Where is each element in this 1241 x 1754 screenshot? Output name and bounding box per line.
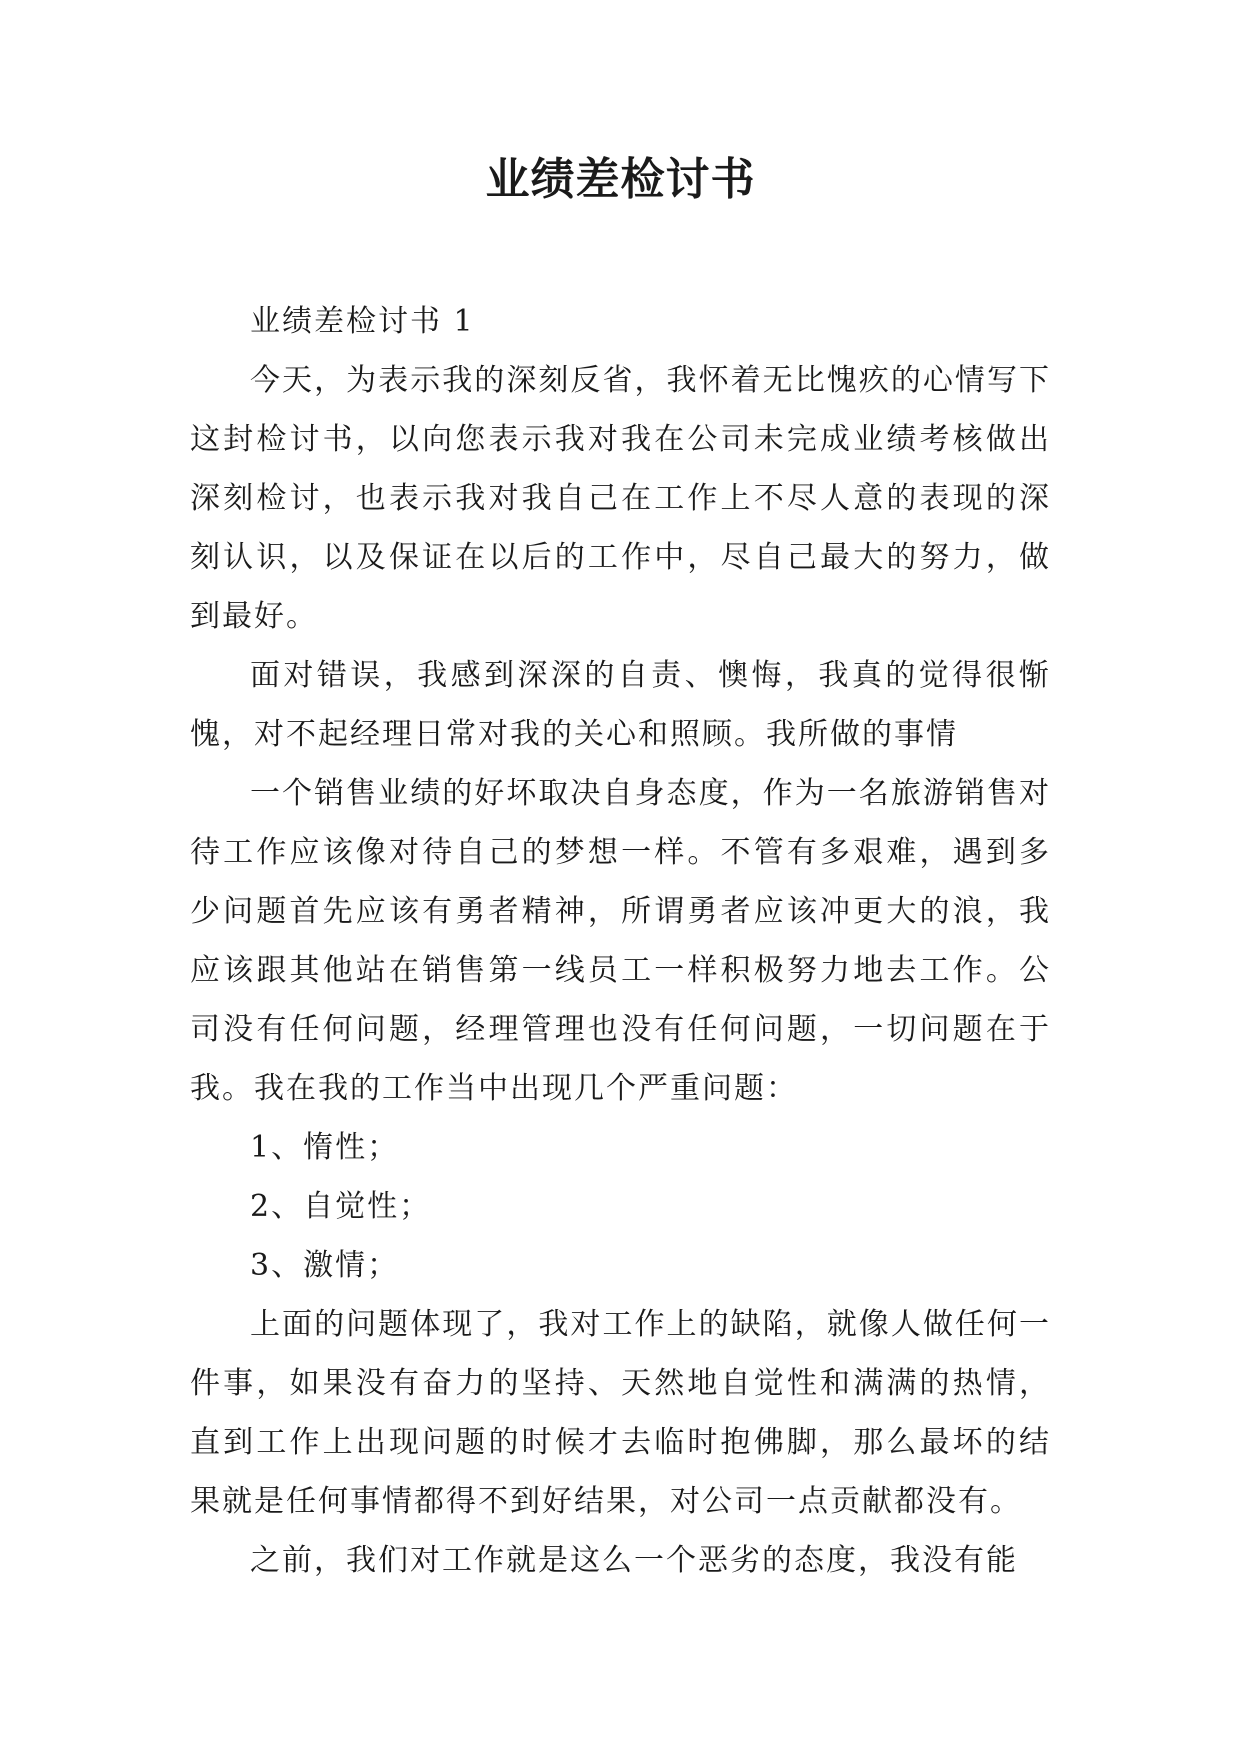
paragraph-regret: 面对错误，我感到深深的自责、懊悔，我真的觉得很惭愧，对不起经理日常对我的关心和照顾。我所做的事情	[190, 658, 1051, 752]
list-item-2: 2、自觉性；	[250, 1189, 432, 1224]
list-item-3: 3、激情；	[250, 1248, 400, 1283]
document-title: 业绩差检讨书	[485, 154, 756, 205]
document-body	[190, 292, 1051, 1590]
paragraph-attitude: 一个销售业绩的好坏取决自身态度，作为一名旅游销售对待工作应该像对待自己的梦想一样。不管有多艰难，遇到多少问题首先应该有勇者精神，所谓勇者应该冲更大的浪，我应该跟其他站在销售第一线员工一样积极努力地去工作。公司没有任何问题，经理管理也没有任何问题，一切问题在于我。我在我的工作当中出现几个严重问题：	[190, 776, 1051, 1106]
paragraph-intro: 今天，为表示我的深刻反省，我怀着无比愧疚的心情写下这封检讨书，以向您表示我对我在公司未完成业绩考核做出深刻检讨，也表示我对我自己在工作上不尽人意的表现的深刻认识，以及保证在以后的工作中，尽自己最大的努力，做到最好。	[190, 363, 1051, 634]
paragraph-problems: 上面的问题体现了，我对工作上的缺陷，就像人做任何一件事，如果没有奋力的坚持、天然地自觉性和满满的热情，直到工作上出现问题的时候才去临时抱佛脚，那么最坏的结果就是任何事情都得不到好结果，对公司一点贡献都没有。	[190, 1307, 1051, 1519]
section-heading: 业绩差检讨书 1	[250, 304, 475, 339]
list-item-1: 1、惰性；	[250, 1130, 400, 1165]
paragraph-before: 之前，我们对工作就是这么一个恶劣的态度，我没有能	[250, 1543, 1018, 1578]
